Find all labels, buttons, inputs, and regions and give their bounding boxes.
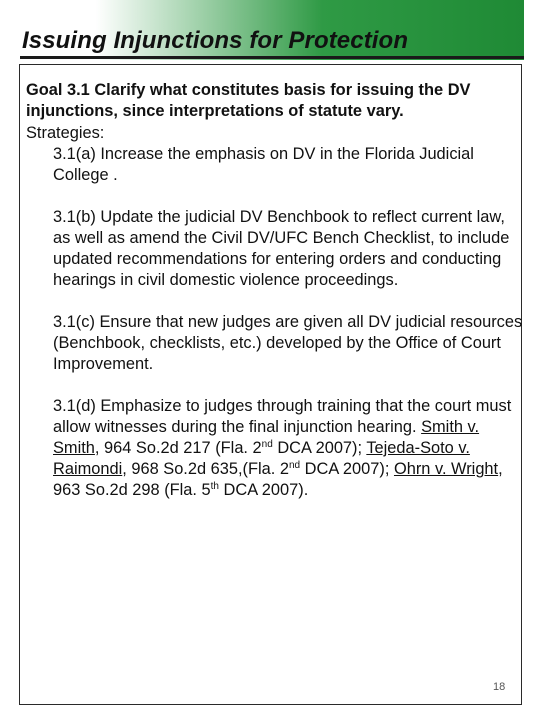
strategy-a: 3.1(a) Increase the emphasis on DV in the Florida Judicial College . bbox=[53, 145, 474, 184]
ordinal-suffix: nd bbox=[289, 460, 301, 471]
case-citation-ohrn: Ohrn v. Wright bbox=[393, 460, 499, 478]
page-number: 18 bbox=[493, 681, 506, 693]
case-cite-text: DCA 2007). bbox=[218, 481, 309, 499]
case-cite-text: , 964 So.2d 217 (Fla. 2 bbox=[94, 439, 262, 457]
case-cite-text: , 968 So.2d 635,(Fla. 2 bbox=[122, 460, 289, 478]
case-citation-smith: Smith v. Smith bbox=[53, 418, 480, 457]
case-citation-tejeda-soto: Tejeda-Soto v. Raimondi bbox=[53, 439, 470, 478]
slide-title: Issuing Injunctions for Protection bbox=[22, 27, 409, 54]
slide-content bbox=[26, 80, 526, 501]
strategy-c: 3.1(c) Ensure that new judges are given all DV judicial resources (Benchbook, checklists, etc.) developed by the Office of Court Improvement. bbox=[53, 313, 523, 373]
strategy-b: 3.1(b) Update the judicial DV Benchbook to reflect current law, as well as amend the Civil DV/UFC Bench Checklist, to include updated recommendations for entering orders and conducting hearings in civil domestic violence proceedings. bbox=[53, 208, 510, 289]
ordinal-suffix: th bbox=[210, 481, 219, 492]
title-underline bbox=[20, 56, 524, 59]
strategies-label: Strategies: bbox=[26, 124, 105, 142]
strategy-d bbox=[53, 396, 526, 501]
goal-statement: Goal 3.1 Clarify what constitutes basis for issuing the DV injunctions, since interpretations of statute vary. bbox=[26, 81, 471, 120]
case-cite-text: DCA 2007); bbox=[272, 439, 367, 457]
ordinal-suffix: nd bbox=[261, 439, 273, 450]
case-cite-text: DCA 2007); bbox=[300, 460, 394, 478]
strategy-d-intro: 3.1(d) Emphasize to judges through training that the court must allow witnesses during the final injunction hearing. bbox=[53, 397, 512, 436]
case-cite-text: , 963 So.2d 298 (Fla. 5 bbox=[53, 460, 503, 499]
